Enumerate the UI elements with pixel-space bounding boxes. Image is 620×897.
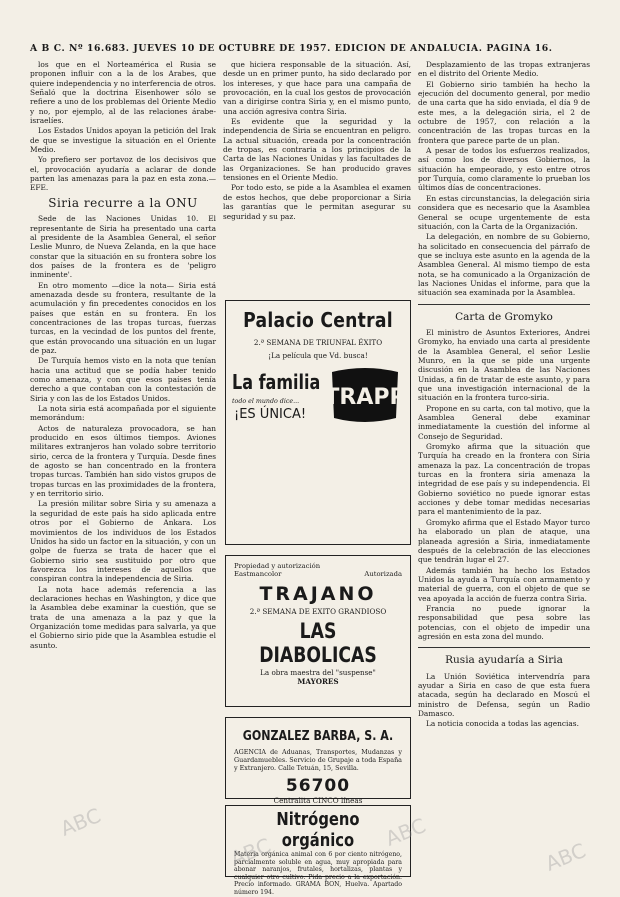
ad-film-block xyxy=(226,366,410,432)
article-paragraph: El ministro de Asuntos Exteriores, Andrei Gromyko, ha enviado una carta al presidente de la Asamblea General, el señor Leslie Munro, en la que se pide una urgente discusión en la Asamblea de las Naciones Unidas, a fin de tratar de este asunto, y para que una investigación internacional de la situación en la frontera turco-siria. xyxy=(418,327,590,403)
abc-watermark: ABC xyxy=(381,813,430,851)
ad-cinema-title: Palacio Central xyxy=(243,308,393,332)
article-paragraph: De Turquía hemos visto en la nota que tenían hacia una actitud que se podía haber tenido como amenaza, y con que esos países tenía derecho a que contaban con la contestación de Siria y con las de los Estados Unidos. xyxy=(30,356,216,403)
ad-gonzalez-barba xyxy=(225,717,411,805)
article-paragraph: La presión militar sobre Siria y su amenaza a la seguridad de este país ha sido aplicada entre otros por el Gobierno de Ankara. Los movimientos de los individuos de los Estados Unidos ha sido un factor en la situación, y con un golpe de fuerza se trata de hacer que el Gobierno sirio sea sustituido por otro que favorezca los intereses de aquellos que conspiran contra la independencia de Siria. xyxy=(30,499,216,584)
article-paragraph: Desplazamiento de las tropas extranjeras en el distrito del Oriente Medio. xyxy=(418,60,590,79)
ad-film-subtitle: todo el mundo dice... xyxy=(232,398,300,405)
ad-week-text: 2.ª SEMANA DE EXITO GRANDIOSO xyxy=(249,607,387,616)
trapp-logo xyxy=(324,366,406,424)
section-title-siria-onu: Siria recurre a la ONU xyxy=(48,195,198,210)
article-paragraph: El Gobierno sirio también ha hecho la ejecución del documento general, por medio de una carta que ha sido enviada, el día 9 de este mes, a la delegación siria, el 2 de octubre de 1957, con relación a la concentración de las tropas turcas en la frontera que parece parte de un plan. xyxy=(418,79,590,145)
abc-watermark: ABC xyxy=(541,838,590,876)
ad-film-unica: ¡ES ÚNICA! xyxy=(234,407,307,422)
section-divider xyxy=(418,304,590,305)
article-paragraph: La nota hace además referencia a las declaraciones hechas en Washington, y dice que la Asamblea debe examinar la cuestión, que se trata de una amenaza a la paz y que la Organización tome medidas para salvarla, ya que el Gobierno sirio pide que la Asamblea estudie el asunto. xyxy=(30,584,216,650)
page-header: A B C. Nº 16.683. JUEVES 10 DE OCTUBRE DE 1957. EDICION DE ANDALUCIA. PAGINA 16. xyxy=(30,43,553,54)
article-paragraph: que hiciera responsable de la situación. Así, desde un en primer punto, ha sido declarado por los intereses, y que hace para una campaña de provocación, en la cual los gestos de provocación van a dirigirse contra Siria y, en el mismo punto, una acción agresiva contra Siria. xyxy=(223,60,411,116)
ad-company-name: GONZALEZ BARBA, S. A. xyxy=(242,729,394,744)
ad-palacio-central xyxy=(225,300,411,545)
article-paragraph: Francia no puede ignorar la responsabilidad que pesa sobre las potencias, con el objeto de impedir una agresión en esta zona del mundo. xyxy=(418,603,590,641)
ad-mayores: MAYORES xyxy=(297,677,339,686)
article-paragraph: Gromyko afirma que la situación que Turquía ha creado en la frontera con Siria amenaza la paz. La concentración de tropas turcas en la frontera siria amenaza la integridad de ese país y su independencia. El Gobierno soviético no puede ignorar estas acciones y debe tomar medidas necesarias para el mantenimiento de la paz. xyxy=(418,442,590,517)
article-paragraph: los que en el Norteamérica el Rusia se proponen influir con a la de los Arabes, que quiere independencia y no interferencia de otros. Señaló que la doctrina Eisenhower sólo se refiere a uno de los problemas del Oriente Medio y no, por ejemplo, al de las relaciones árabe-israelíes. xyxy=(30,60,216,126)
article-paragraph: La Unión Soviética intervendría para ayudar a Siria en caso de que esta fuera atacada, según ha declarado en Moscú el ministro de Defensa, según un Radio Damasco. xyxy=(418,671,590,718)
column-3 xyxy=(418,60,590,870)
ad-week-text: 2.ª SEMANA DE TRIUNFAL ÉXITO xyxy=(253,338,383,347)
ad-product-body: Materia orgánica animal con 6 por ciento nitrógeno, parcialmente soluble en agua, muy apropiada para abonar naranjos, frutales, hortalizas, plantas y cualquier otro cultivo. Pida precio a la exportación. Precio informado. GRAMA BON, Huelva. Apartado número 194. xyxy=(234,851,402,896)
ad-nitrogeno xyxy=(225,805,411,896)
article-paragraph: Por todo esto, se pide a la Asamblea el examen de estos hechos, que debe proporcionar a Siria las garantías que le permitan asegurar su seguridad y su paz. xyxy=(223,183,411,221)
abc-watermark: ABC xyxy=(226,833,275,871)
article-paragraph: La noticia conocida a todas las agencias. xyxy=(426,719,579,729)
article-paragraph: Los Estados Unidos apoyan la petición del Irak de que se investigue la situación en el Oriente Medio. xyxy=(30,126,216,155)
ad-cinema-title: TRAJANO xyxy=(259,583,377,605)
article-paragraph: Propone en su carta, con tal motivo, que la Asamblea General debe examinar inmediatamente la cuestión del informe al Consejo de Seguridad. xyxy=(418,403,590,441)
ad-film-title: LAS DIABOLICAS xyxy=(259,619,377,667)
article-paragraph: La nota siria está acompañada por el siguiente memorándum: xyxy=(30,404,216,423)
column-2 xyxy=(223,60,411,230)
article-paragraph: Además también ha hecho los Estados Unidos la ayuda a Turquía con armamento y material de guerra, con el objeto de que se vea apoyada la acción de fuerza contra Siria. xyxy=(418,565,590,603)
ad-trajano xyxy=(225,555,411,707)
article-paragraph: Yo prefiero ser portavoz de los decisivos que el, provocación ayudaría a aclarar de donde parten las amenazas para la paz en esta zona.—EFE. xyxy=(30,155,216,193)
article-paragraph: En otro momento —dice la nota— Siria está amenazada desde su frontera, resultante de la acumulación y fin precedentes conocidos en los países que están en su frontera. En los concentraciones de las tropas turcas, fuerzas turcas, en la vecindad de los puntos del frente, que están provocando una situación en un lugar de paz. xyxy=(30,280,216,355)
ad-centralita: Centralita CINCO líneas xyxy=(273,796,363,805)
ad-phone: 56700 xyxy=(285,776,351,796)
abc-watermark: ABC xyxy=(56,803,105,841)
section-title-rusia: Rusia ayudaría a Siria xyxy=(445,654,563,667)
ad-product-title: Nitrógeno orgánico xyxy=(276,809,360,851)
ad-autorizada: Autorizada xyxy=(364,570,402,578)
section-title-gromyko: Carta de Gromyko xyxy=(455,310,553,323)
column-1 xyxy=(30,60,216,870)
article-paragraph: Actos de naturaleza provocadora, se han producido en esos últimos tiempos. Aviones militares extranjeros han volado sobre territorio sirio, cerca de la frontera y Turquía. Desde fines de agosto se han concentrado en la frontera tropas turcas. También han sido vistos grupos de tropas turcas en las proximidades de la frontera, y en territorio sirio. xyxy=(30,423,216,499)
article-paragraph: En estas circunstancias, la delegación siria considera que es necesario que la Asamblea General se ocupe urgentemente de esta situación, con la Carta de la Organización. xyxy=(418,193,590,231)
ad-eastmancolor: Eastmancolor xyxy=(234,570,282,578)
article-paragraph: La delegación, en nombre de su Gobierno, ha solicitado en consecuencia del párrafo de que se incluya este asunto en la agenda de la Asamblea General. Al mismo tiempo de esta nota, se ha comunicado a la Organización de las Naciones Unidas el informe, para que la situación sea examinada por la Asamblea. xyxy=(418,232,590,298)
article-paragraph: Es evidente que la seguridad y la independencia de Siria se encuentran en peligro. La actual situación, creada por la concentración de tropas, es contraria a los principios de la Carta de las Naciones Unidas y las facultades de las Organizaciones. Se han producido graves tensiones en el Oriente Medio. xyxy=(223,117,411,183)
article-paragraph: Gromyko afirma que el Estado Mayor turco ha elaborado un plan de ataque, una planeada agresión a Siria, inmediatamente después de la celebración de las elecciones que tendrán lugar el 27. xyxy=(418,517,590,565)
ad-top-left: Propiedad y autorización xyxy=(234,562,321,570)
ad-tagline: ¡La película que Vd. busca! xyxy=(268,351,368,360)
article-paragraph: A pesar de todos los esfuerzos realizados, así como los de diversos Gobiernos, la situación ha empeorado, y esto entre otros por Turquía, como claramente lo prueban los últimos días de concentraciones. xyxy=(418,146,590,193)
section-divider xyxy=(418,647,590,648)
trapp-logo-text: TRAPP xyxy=(324,385,406,410)
ad-tagline: La obra maestra del "suspense" xyxy=(260,668,376,677)
ad-top-row xyxy=(226,562,410,570)
ad-top-row-2 xyxy=(226,570,410,578)
ad-company-body: AGENCIA de Aduanas, Transportes, Mudanzas y Guardamuebles. Servicio de Grupaje a toda España y Extranjero. Calle Tetuán, 15, Sevilla. xyxy=(234,748,402,772)
ad-film-title: La familia xyxy=(232,370,321,394)
article-paragraph: Sede de las Naciones Unidas 10. El representante de Siria ha presentado una carta al presidente de la Asamblea General, el señor Leslie Munro, de Nueva Zelanda, en la que hace constar que la situación en su frontera sobre los dos países de la frontera es de 'peligro inminente'. xyxy=(30,214,216,280)
